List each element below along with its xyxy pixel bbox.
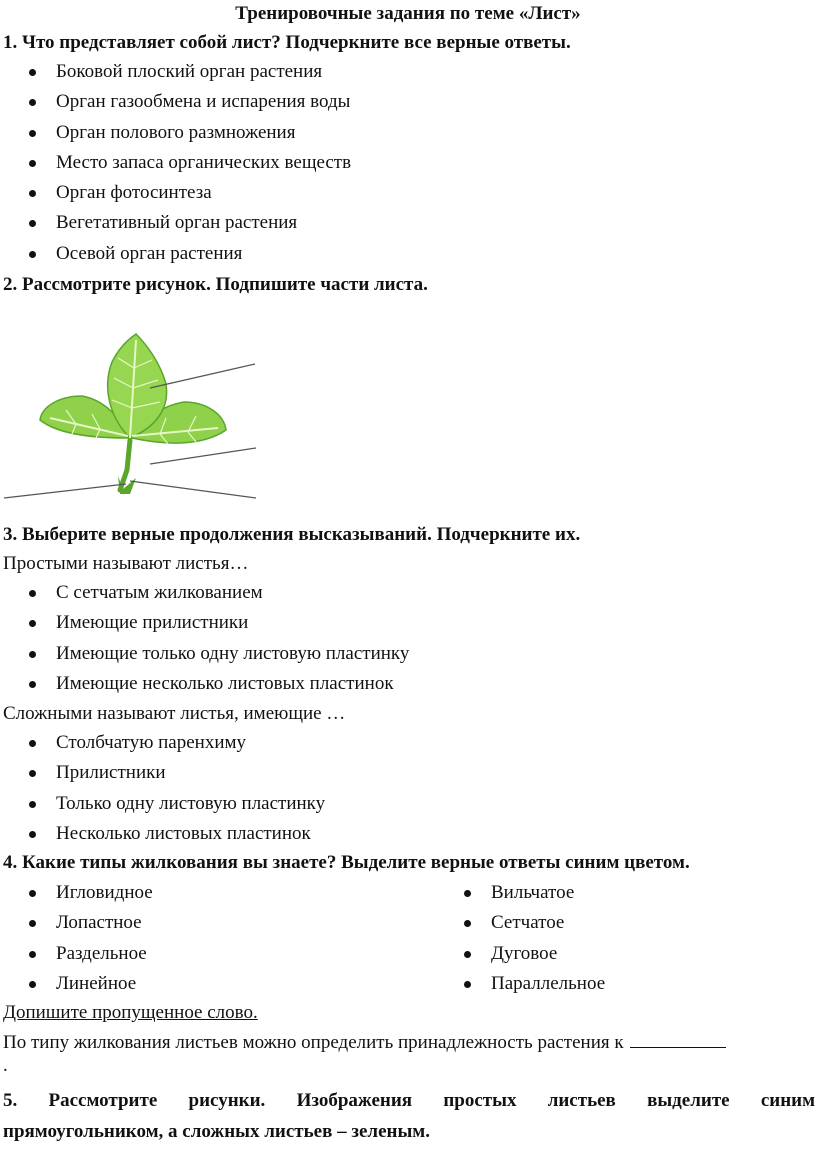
q5-word: рисунки. bbox=[188, 1090, 266, 1111]
q1-options-list bbox=[0, 57, 351, 269]
q1-option[interactable]: Орган газообмена и испарения воды bbox=[0, 87, 351, 117]
q5-word: 5. bbox=[3, 1090, 18, 1111]
q4-fill-blank[interactable] bbox=[630, 1031, 726, 1048]
q3-compound-option[interactable]: Прилистники bbox=[0, 758, 325, 788]
q4-fill-sentence-row bbox=[3, 1031, 726, 1054]
q3-simple-option[interactable]: Имеющие несколько листовых пластинок bbox=[0, 669, 409, 699]
pointer-line-blade bbox=[150, 364, 255, 388]
leaf-drawing bbox=[40, 334, 226, 494]
q3-simple-option[interactable]: Имеющие прилистники bbox=[0, 608, 409, 638]
q5-word: выделите bbox=[647, 1090, 730, 1111]
q4-option[interactable]: Вильчатое bbox=[435, 878, 605, 908]
q4-option[interactable]: Раздельное bbox=[0, 939, 153, 969]
q3-compound-prompt: Сложными называют листья, имеющие … bbox=[3, 703, 346, 724]
q4-fill-end: . bbox=[3, 1055, 8, 1076]
q3-heading: 3. Выберите верные продолжения высказываний. Подчеркните их. bbox=[3, 524, 581, 545]
q3-compound-options-list bbox=[0, 728, 325, 849]
q5-heading-line2: прямоугольником, а сложных листьев – зеленым. bbox=[3, 1121, 430, 1142]
q3-simple-option[interactable]: Имеющие только одну листовую пластинку bbox=[0, 639, 409, 669]
pointer-line-base bbox=[130, 481, 256, 498]
q4-fill-heading: Допишите пропущенное слово. bbox=[3, 1002, 258, 1023]
leaf-illustration bbox=[0, 318, 270, 508]
q5-word: Рассмотрите bbox=[48, 1090, 158, 1111]
q4-option[interactable]: Игловидное bbox=[0, 878, 153, 908]
q4-option[interactable]: Линейное bbox=[0, 969, 153, 999]
q1-option[interactable]: Орган фотосинтеза bbox=[0, 178, 351, 208]
q4-right-options-list bbox=[435, 878, 605, 999]
pointer-line-petiole bbox=[4, 484, 126, 498]
q5-word: листьев bbox=[547, 1090, 616, 1111]
q1-option[interactable]: Орган полового размножения bbox=[0, 118, 351, 148]
pointer-line-leaflet bbox=[150, 448, 256, 464]
q3-compound-option[interactable]: Несколько листовых пластинок bbox=[0, 819, 325, 849]
q4-option[interactable]: Дуговое bbox=[435, 939, 605, 969]
q1-option[interactable]: Место запаса органических веществ bbox=[0, 148, 351, 178]
q5-word: синим bbox=[760, 1090, 816, 1111]
q4-left-options-list bbox=[0, 878, 153, 999]
q5-word: простых bbox=[443, 1090, 517, 1111]
q4-option[interactable]: Параллельное bbox=[435, 969, 605, 999]
q1-option[interactable]: Осевой орган растения bbox=[0, 239, 351, 269]
q4-option[interactable]: Лопастное bbox=[0, 908, 153, 938]
q3-compound-option[interactable]: Только одну листовую пластинку bbox=[0, 789, 325, 819]
q1-option[interactable]: Вегетативный орган растения bbox=[0, 208, 351, 238]
page-title: Тренировочные задания по теме «Лист» bbox=[235, 3, 581, 24]
q4-fill-sentence: По типу жилкования листьев можно определить принадлежность растения к bbox=[3, 1032, 624, 1053]
q1-option[interactable]: Боковой плоский орган растения bbox=[0, 57, 351, 87]
q5-heading-line1 bbox=[3, 1090, 815, 1112]
q4-option[interactable]: Сетчатое bbox=[435, 908, 605, 938]
q3-simple-options-list bbox=[0, 578, 409, 699]
q5-word: Изображения bbox=[296, 1090, 413, 1111]
q3-compound-option[interactable]: Столбчатую паренхиму bbox=[0, 728, 325, 758]
q1-heading: 1. Что представляет собой лист? Подчеркните все верные ответы. bbox=[3, 32, 571, 53]
q3-simple-option[interactable]: С сетчатым жилкованием bbox=[0, 578, 409, 608]
q3-simple-prompt: Простыми называют листья… bbox=[3, 553, 249, 574]
q4-heading: 4. Какие типы жилкования вы знаете? Выделите верные ответы синим цветом. bbox=[3, 852, 690, 873]
q2-heading: 2. Рассмотрите рисунок. Подпишите части листа. bbox=[3, 274, 428, 295]
